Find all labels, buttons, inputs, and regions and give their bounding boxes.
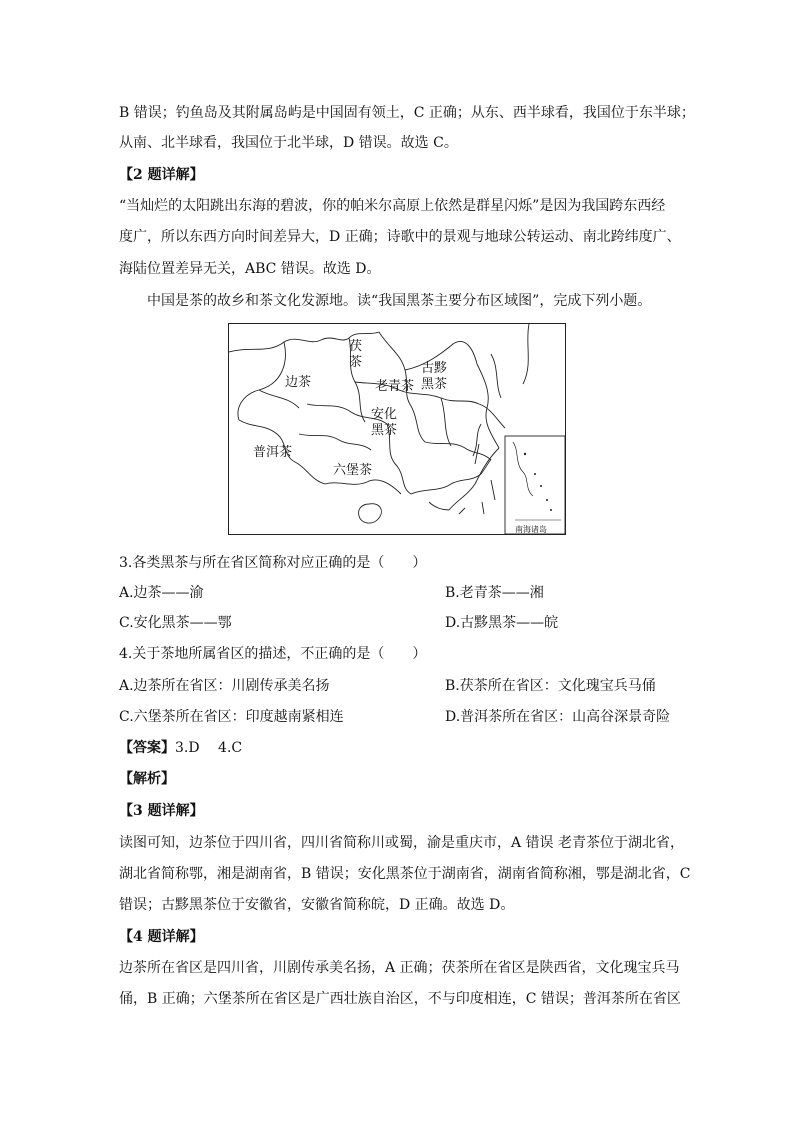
- map-label-liubao: 六堡茶: [333, 463, 373, 478]
- option-3d: D.古黟黑茶——皖: [445, 615, 559, 631]
- question-4: 4.关于茶地所属省区的描述，不正确的是（ ）: [119, 646, 427, 662]
- text-line: B 错误；钓鱼岛及其附属岛屿是中国固有领土，C 正确；从东、西半球看，我国位于东半球；: [119, 105, 695, 121]
- answer-line: [119, 739, 242, 757]
- text-line: 错误；古黟黑茶位于安徽省，安徽省简称皖，D 正确。故选 D。: [119, 897, 515, 913]
- option-4b: B.茯茶所在省区：文化瑰宝兵马俑: [445, 678, 656, 694]
- answer-value: 3.D 4.C: [175, 740, 243, 756]
- option-3c: C.安化黑茶——鄂: [119, 615, 232, 631]
- inset-south-china-sea: [505, 436, 565, 534]
- map-label-guyi-1: 古黟: [421, 361, 448, 376]
- text-line: 俑，B 正确；六堡茶所在省区是广西壮族自治区，不与印度相连，C 错误；普洱茶所在省区: [119, 991, 681, 1007]
- option-4d: D.普洱茶所在省区：山高谷深景奇险: [445, 709, 671, 725]
- option-3b: B.老青茶——湘: [445, 585, 544, 601]
- section-heading: 【4 题详解】: [119, 929, 204, 945]
- option-3a: A.边茶——渝: [119, 585, 204, 601]
- map-label-anhua-1: 安化: [371, 407, 398, 422]
- text-line: 度广，所以东西方向时间差异大，D 正确；诗歌中的景观与地球公转运动、南北跨纬度广、: [119, 229, 681, 245]
- map-label-fu-cha: 茶: [349, 355, 363, 370]
- map-label-bian: 边茶: [285, 375, 312, 390]
- map-drawing: [229, 324, 565, 534]
- text-line: 读图可知，边茶位于四川省，四川省简称川或蜀，渝是重庆市，A 错误 老青茶位于湖北省，: [119, 835, 685, 851]
- answer-label: 【答案】: [119, 740, 175, 756]
- text-line: “当灿烂的太阳跳出东海的碧波，你的帕米尔高原上依然是群星闪烁”是因为我国跨东西经: [119, 198, 666, 214]
- option-4c: C.六堡茶所在省区：印度越南紧相连: [119, 709, 344, 725]
- black-tea-map: [228, 323, 566, 535]
- map-label-puer: 普洱茶: [253, 445, 293, 460]
- map-label-anhua-2: 黑茶: [371, 423, 398, 438]
- question-intro: 中国是茶的故乡和茶文化发源地。读“我国黑茶主要分布区域图”，完成下列小题。: [147, 293, 652, 309]
- map-label-laoqing: 老青茶: [375, 379, 415, 394]
- map-label-guyi-2: 黑茶: [421, 377, 448, 392]
- text-line: 海陆位置差异无关，ABC 错误。故选 D。: [119, 261, 381, 277]
- section-heading: 【2 题详解】: [119, 167, 204, 183]
- text-line: 湖北省简称鄂，湘是湖南省，B 错误；安化黑茶位于湖南省，湖南省简称湘，鄂是湖北省，C: [119, 866, 691, 882]
- map-label-fu: 茯: [349, 339, 363, 354]
- text-line: 边茶所在省区是四川省，川剧传承美名扬，A 正确；茯茶所在省区是陕西省，文化瑰宝兵马: [119, 960, 680, 976]
- question-3: 3.各类黑茶与所在省区简称对应正确的是（ ）: [119, 555, 427, 571]
- map-label-inset: 南海诸岛: [515, 525, 547, 534]
- section-heading: 【3 题详解】: [119, 803, 204, 819]
- text-line: 从南、北半球看，我国位于北半球，D 错误。故选 C。: [119, 135, 458, 151]
- option-4a: A.边茶所在省区：川剧传承美名扬: [119, 678, 330, 694]
- analysis-heading: 【解析】: [119, 771, 175, 787]
